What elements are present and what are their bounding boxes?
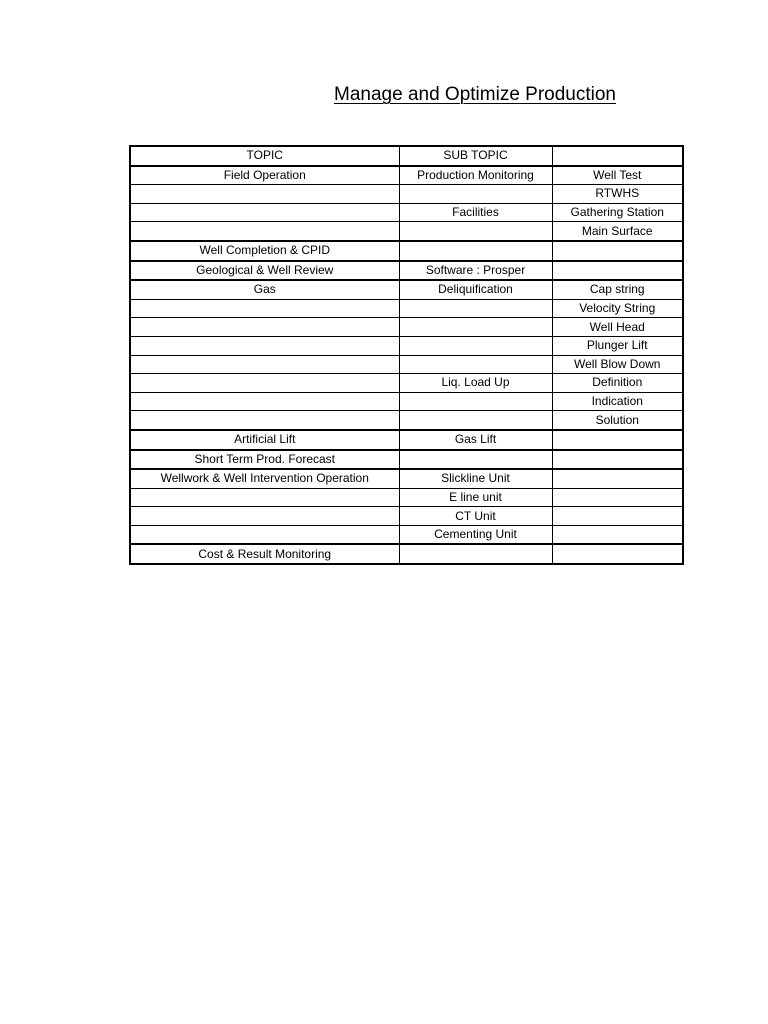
header-topic: TOPIC bbox=[130, 146, 399, 166]
table-row bbox=[130, 469, 683, 488]
detail-cell bbox=[552, 450, 683, 470]
table-row bbox=[130, 525, 683, 544]
sub-topic-cell: Production Monitoring bbox=[399, 166, 552, 185]
detail-cell: Plunger Lift bbox=[552, 336, 683, 355]
table-row bbox=[130, 392, 683, 411]
detail-cell: Definition bbox=[552, 374, 683, 393]
table-row bbox=[130, 450, 683, 470]
table-row bbox=[130, 299, 683, 318]
topic-cell bbox=[130, 392, 399, 411]
topic-cell bbox=[130, 222, 399, 241]
detail-cell: Cap string bbox=[552, 280, 683, 299]
topic-cell bbox=[130, 336, 399, 355]
page-title: Manage and Optimize Production bbox=[334, 84, 616, 105]
topic-cell: Artificial Lift bbox=[130, 430, 399, 450]
topic-cell: Wellwork & Well Intervention Operation bbox=[130, 469, 399, 488]
sub-topic-cell: Slickline Unit bbox=[399, 469, 552, 488]
detail-cell bbox=[552, 469, 683, 488]
topic-cell: Field Operation bbox=[130, 166, 399, 185]
sub-topic-cell: Liq. Load Up bbox=[399, 374, 552, 393]
sub-topic-cell: Gas Lift bbox=[399, 430, 552, 450]
detail-cell bbox=[552, 430, 683, 450]
detail-cell: Well Test bbox=[552, 166, 683, 185]
topic-cell bbox=[130, 299, 399, 318]
sub-topic-cell bbox=[399, 450, 552, 470]
sub-topic-cell bbox=[399, 355, 552, 374]
table-row bbox=[130, 241, 683, 261]
sub-topic-cell bbox=[399, 336, 552, 355]
topic-cell bbox=[130, 203, 399, 222]
topic-cell: Well Completion & CPID bbox=[130, 241, 399, 261]
sub-topic-cell bbox=[399, 411, 552, 430]
detail-cell: Well Head bbox=[552, 318, 683, 337]
table-row bbox=[130, 544, 683, 564]
topic-cell bbox=[130, 318, 399, 337]
topic-cell: Geological & Well Review bbox=[130, 261, 399, 281]
detail-cell bbox=[552, 507, 683, 526]
table-row bbox=[130, 318, 683, 337]
table-row bbox=[130, 280, 683, 299]
topic-cell: Short Term Prod. Forecast bbox=[130, 450, 399, 470]
detail-cell: Solution bbox=[552, 411, 683, 430]
topic-cell bbox=[130, 411, 399, 430]
detail-cell: RTWHS bbox=[552, 185, 683, 204]
detail-cell bbox=[552, 544, 683, 564]
table-body bbox=[130, 146, 683, 564]
detail-cell: Well Blow Down bbox=[552, 355, 683, 374]
sub-topic-cell bbox=[399, 299, 552, 318]
topic-cell: Gas bbox=[130, 280, 399, 299]
detail-cell: Indication bbox=[552, 392, 683, 411]
sub-topic-cell: Cementing Unit bbox=[399, 525, 552, 544]
sub-topic-cell: Facilities bbox=[399, 203, 552, 222]
sub-topic-cell bbox=[399, 392, 552, 411]
header-sub-topic: SUB TOPIC bbox=[399, 146, 552, 166]
sub-topic-cell: Deliquification bbox=[399, 280, 552, 299]
topic-cell bbox=[130, 488, 399, 507]
table-row bbox=[130, 185, 683, 204]
sub-topic-cell: Software : Prosper bbox=[399, 261, 552, 281]
topic-cell bbox=[130, 355, 399, 374]
table-row bbox=[130, 488, 683, 507]
table-row bbox=[130, 374, 683, 393]
table-row bbox=[130, 336, 683, 355]
detail-cell bbox=[552, 241, 683, 261]
table-header-row bbox=[130, 146, 683, 166]
topic-cell bbox=[130, 507, 399, 526]
topic-cell bbox=[130, 374, 399, 393]
detail-cell: Main Surface bbox=[552, 222, 683, 241]
sub-topic-cell: E line unit bbox=[399, 488, 552, 507]
topic-cell bbox=[130, 525, 399, 544]
topic-table bbox=[129, 145, 684, 565]
table-row bbox=[130, 411, 683, 430]
sub-topic-cell bbox=[399, 222, 552, 241]
detail-cell bbox=[552, 525, 683, 544]
detail-cell bbox=[552, 261, 683, 281]
table-row bbox=[130, 430, 683, 450]
detail-cell: Gathering Station bbox=[552, 203, 683, 222]
sub-topic-cell bbox=[399, 185, 552, 204]
table-row bbox=[130, 507, 683, 526]
header-detail bbox=[552, 146, 683, 166]
sub-topic-cell: CT Unit bbox=[399, 507, 552, 526]
table-row bbox=[130, 222, 683, 241]
table-row bbox=[130, 203, 683, 222]
sub-topic-cell bbox=[399, 318, 552, 337]
topic-cell bbox=[130, 185, 399, 204]
topic-cell: Cost & Result Monitoring bbox=[130, 544, 399, 564]
table-row bbox=[130, 355, 683, 374]
sub-topic-cell bbox=[399, 544, 552, 564]
detail-cell bbox=[552, 488, 683, 507]
detail-cell: Velocity String bbox=[552, 299, 683, 318]
table-row bbox=[130, 166, 683, 185]
table-row bbox=[130, 261, 683, 281]
sub-topic-cell bbox=[399, 241, 552, 261]
